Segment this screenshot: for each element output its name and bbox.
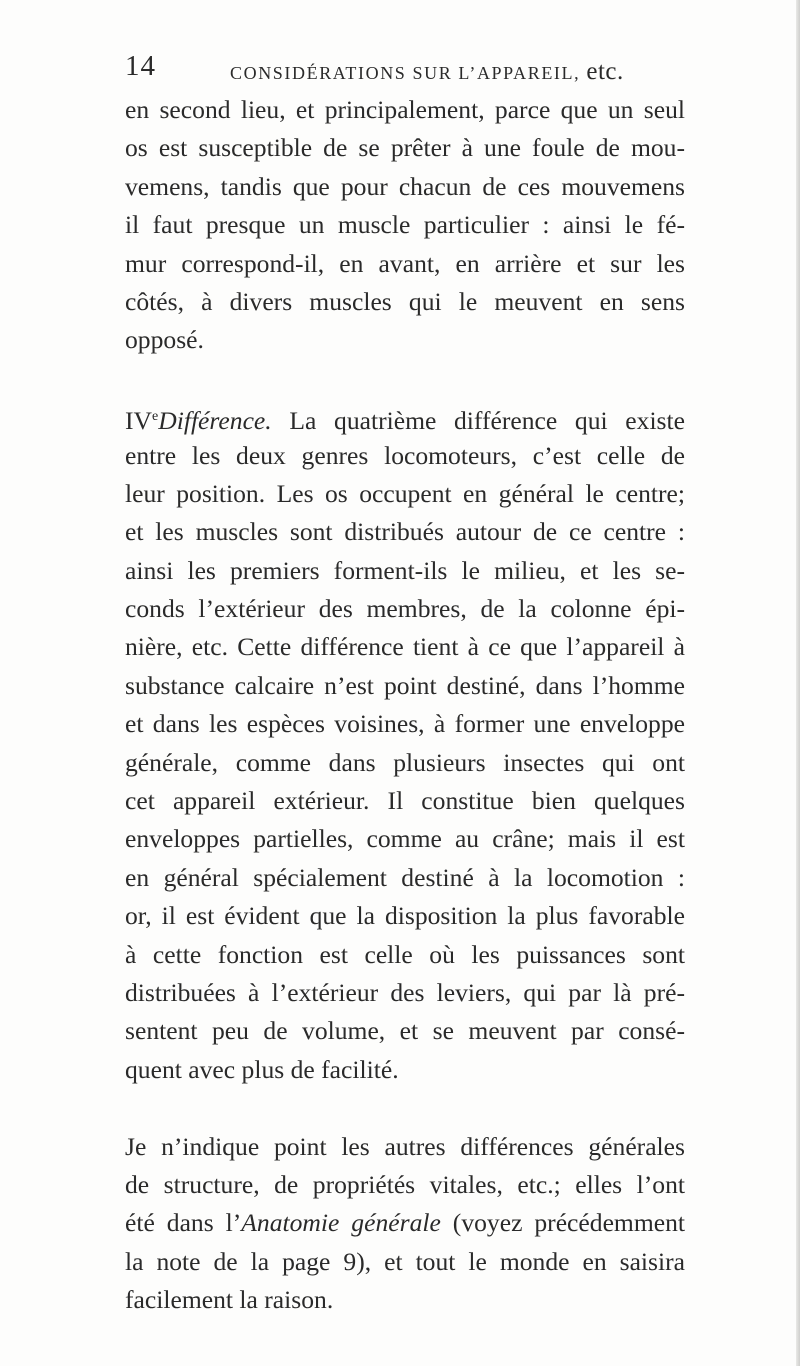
section-number — [125, 406, 158, 435]
page-body — [125, 91, 685, 1320]
book-title: Anatomie générale — [241, 1208, 441, 1238]
text-line: la note de la page 9), et tout le monde en saisira — [125, 1246, 685, 1276]
paragraph-2 — [125, 398, 685, 1089]
section-heading: Différence. — [158, 406, 272, 436]
text-line: et les muscles sont distribués autour de ce centre : — [125, 517, 685, 547]
text-line: entre les deux genres locomoteurs, c’est celle de — [125, 440, 685, 470]
text-line: Je n’indique point les autres différences générales — [125, 1131, 685, 1161]
text-line: enveloppes partielles, comme au crâne; mais il est — [125, 824, 685, 854]
text-line: côtés, à divers muscles qui le meuvent en sens — [125, 286, 685, 316]
text-line: vemens, tandis que pour chacun de ces mouvemens — [125, 171, 685, 201]
page-header — [125, 50, 695, 90]
text-run: été dans l’ — [125, 1208, 242, 1238]
running-title-main: CONSIDÉRATIONS SUR L’APPAREIL, — [230, 63, 581, 83]
running-title — [230, 58, 624, 86]
paragraph-gap — [125, 1089, 685, 1127]
text-line: ainsi les premiers forment-ils le milieu, et les se- — [125, 555, 685, 585]
text-line: en général spécialement destiné à la locomotion : — [125, 862, 685, 892]
text-line: facilement la raison. — [125, 1285, 334, 1315]
text-line: mur correspond-il, en avant, en arrière et sur les — [125, 248, 685, 278]
text-line: quent avec plus de facilité. — [125, 1054, 399, 1084]
text-line: nière, etc. Cette différence tient à ce que l’appareil à — [125, 632, 685, 662]
paragraph-3 — [125, 1128, 685, 1320]
text-line: conds l’extérieur des membres, de la colonne épi- — [125, 594, 685, 624]
text-line: leur position. Les os occupent en général le centre; — [125, 478, 685, 508]
paragraph-1 — [125, 91, 685, 360]
text-line: os est susceptible de se prêter à une foule de mou- — [125, 133, 685, 163]
text-line: à cette fonction est celle où les puissances sont — [125, 939, 685, 969]
text-line: il faut presque un muscle particulier : ainsi le fé- — [125, 210, 685, 240]
text-run: (voyez précédemment — [452, 1208, 686, 1238]
text-line: générale, comme dans plusieurs insectes qui ont — [125, 747, 685, 777]
page-number: 14 — [125, 50, 156, 82]
text-line: opposé. — [125, 325, 204, 355]
section-heading-line — [125, 398, 685, 436]
paragraph-gap — [125, 360, 685, 398]
text-line-with-reference — [125, 1204, 685, 1242]
text-run: La quatrième différence qui existe — [289, 406, 685, 436]
text-line: et dans les espèces voisines, à former une enveloppe — [125, 709, 685, 739]
text-line: distribuées à l’extérieur des leviers, qui par là pré- — [125, 977, 685, 1007]
running-title-etc: etc. — [586, 58, 624, 85]
roman-numeral: IV — [125, 406, 153, 436]
text-line: sentent peu de volume, et se meuvent par consé- — [125, 1016, 685, 1046]
text-line: or, il est évident que la disposition la plus favorable — [125, 901, 685, 931]
text-line: en second lieu, et principalement, parce que un seul — [125, 95, 685, 124]
page-edge-shadow — [796, 0, 800, 1366]
ordinal-suffix: e — [152, 409, 159, 425]
text-line: substance calcaire n’est point destiné, dans l’homme — [125, 670, 685, 700]
text-line: de structure, de propriétés vitales, etc.; elles l’ont — [125, 1169, 685, 1199]
text-line: cet appareil extérieur. Il constitue bien quelques — [125, 786, 685, 816]
